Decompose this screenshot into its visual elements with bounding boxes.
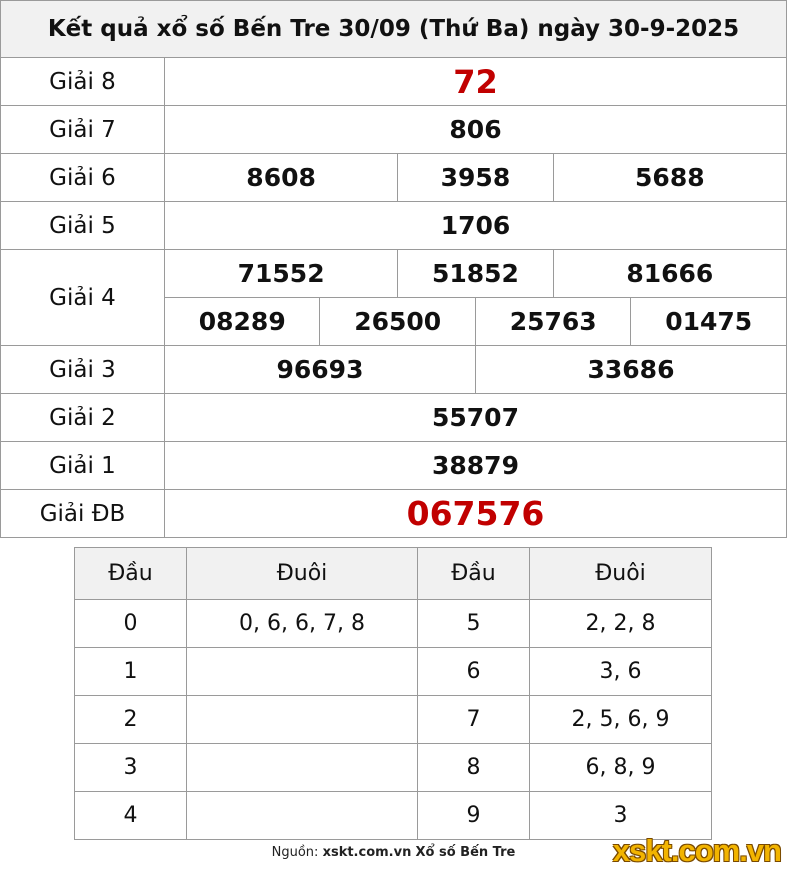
prize-row-g2 [1,394,787,442]
prize-number: 71552 [165,250,398,298]
loto-row [75,600,712,648]
loto-row [75,696,712,744]
loto-dau: 6 [418,648,530,696]
prize-row-g3 [1,346,787,394]
prize-number: 08289 [165,298,320,346]
prize-row-g6 [1,154,787,202]
prize-number: 33686 [475,346,786,394]
prize-number: 1706 [165,202,787,250]
loto-dau: 9 [418,792,530,840]
special-prize-number: 067576 [165,490,787,538]
prize-number: 51852 [398,250,553,298]
loto-duoi: 2, 5, 6, 9 [530,696,712,744]
loto-duoi [187,744,418,792]
prize-row-g1 [1,442,787,490]
prize-label: Giải ĐB [1,490,165,538]
prize-label: Giải 4 [1,250,165,346]
prize-number: 38879 [165,442,787,490]
loto-header-dau: Đầu [418,548,530,600]
prize-label: Giải 6 [1,154,165,202]
loto-header-dau: Đầu [75,548,187,600]
loto-table [74,547,712,840]
footer-suffix: Xổ số Bến Tre [415,845,516,860]
prize-label: Giải 1 [1,442,165,490]
loto-row [75,744,712,792]
prize-label: Giải 2 [1,394,165,442]
prize-row-g7 [1,106,787,154]
loto-dau: 8 [418,744,530,792]
loto-dau: 4 [75,792,187,840]
loto-header-duoi: Đuôi [187,548,418,600]
prize-number: 26500 [320,298,475,346]
loto-duoi: 0, 6, 6, 7, 8 [187,600,418,648]
loto-duoi [187,648,418,696]
loto-duoi: 3 [530,792,712,840]
prize-number: 01475 [631,298,787,346]
prize-number: 5688 [553,154,786,202]
prize-row-g5 [1,202,787,250]
prize-label: Giải 7 [1,106,165,154]
footer-prefix: Nguồn: [271,845,319,860]
prize-number: 806 [165,106,787,154]
prize-row-special [1,490,787,538]
loto-dau: 5 [418,600,530,648]
site-logo: xskt.com.vn [612,833,781,868]
prize-number: 3958 [398,154,553,202]
loto-duoi [187,696,418,744]
prize-number: 81666 [553,250,786,298]
loto-header-duoi: Đuôi [530,548,712,600]
prize-number: 55707 [165,394,787,442]
prize-row-g8 [1,58,787,106]
loto-duoi [187,792,418,840]
loto-dau: 7 [418,696,530,744]
prize-number: 25763 [475,298,630,346]
footer-site-link[interactable]: xskt.com.vn [322,845,412,860]
loto-row [75,648,712,696]
prize-number: 72 [165,58,787,106]
loto-duoi: 6, 8, 9 [530,744,712,792]
prize-label: Giải 5 [1,202,165,250]
prize-label: Giải 3 [1,346,165,394]
prize-row-g4 [1,250,787,298]
prize-number: 96693 [165,346,476,394]
loto-header-row [75,548,712,600]
loto-dau: 0 [75,600,187,648]
prize-number: 8608 [165,154,398,202]
prize-label: Giải 8 [1,58,165,106]
loto-duoi: 2, 2, 8 [530,600,712,648]
results-title: Kết quả xổ số Bến Tre 30/09 (Thứ Ba) ngày 30-9-2025 [1,1,787,58]
loto-duoi: 3, 6 [530,648,712,696]
loto-dau: 2 [75,696,187,744]
loto-dau: 3 [75,744,187,792]
loto-dau: 1 [75,648,187,696]
